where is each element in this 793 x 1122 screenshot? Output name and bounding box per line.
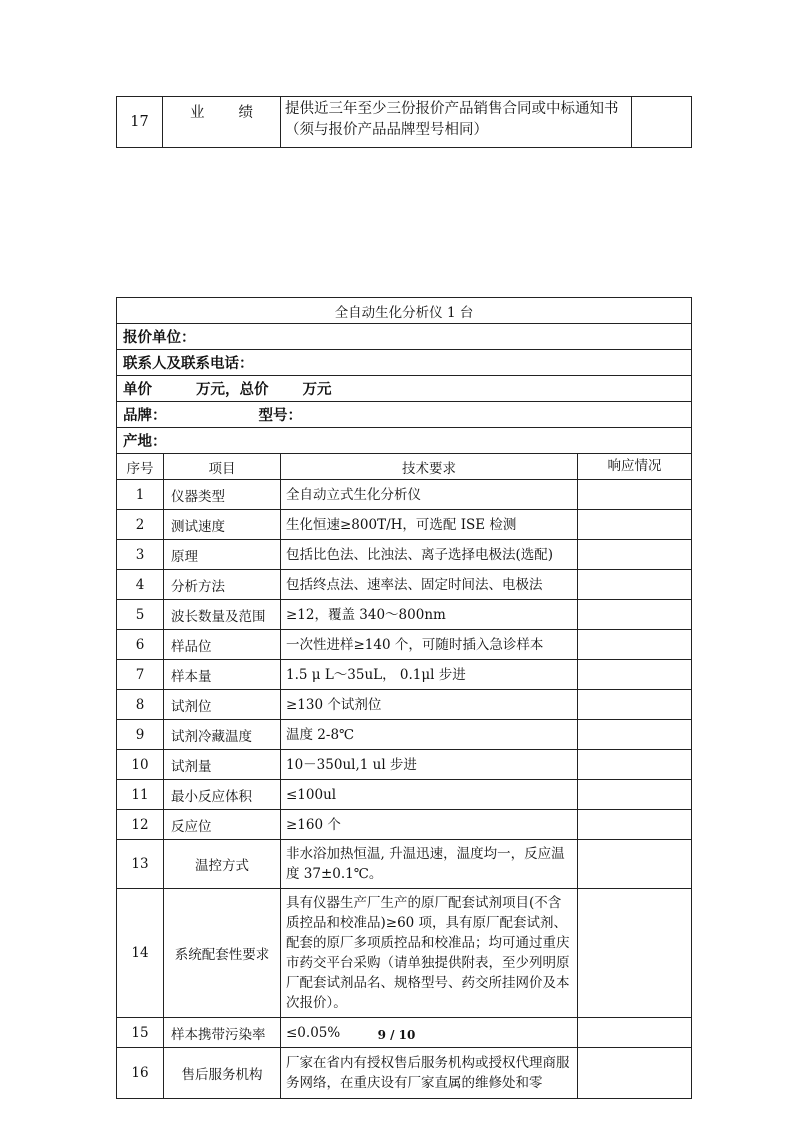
row-response: [578, 750, 692, 780]
table-row: [117, 1048, 692, 1099]
table-row: [117, 840, 692, 889]
row-item: 样本量: [164, 660, 281, 690]
row-item: [163, 97, 281, 148]
header-response: 响应情况: [578, 454, 692, 480]
row-number: 17: [117, 97, 163, 148]
quote-unit-field: 报价单位：: [117, 324, 692, 350]
row-requirement: 包括终点法、速率法、固定时间法、电极法: [281, 570, 578, 600]
row-requirement: 一次性进样≥140 个，可随时插入急诊样本: [281, 630, 578, 660]
row-response: [578, 720, 692, 750]
row-response: [578, 690, 692, 720]
qualification-table: [116, 96, 692, 148]
row-item: 试剂量: [164, 750, 281, 780]
row-number: 16: [117, 1048, 164, 1099]
row-number: 9: [117, 720, 164, 750]
row-response: [578, 1048, 692, 1099]
row-number: 2: [117, 510, 164, 540]
total-price-wan: 万元: [302, 381, 332, 398]
unit-price-label: 单价: [123, 381, 152, 398]
table-row: [117, 480, 692, 510]
row-requirement: 提供近三年至少三份报价产品销售合同或中标通知书（须与报价产品品牌型号相同）: [281, 97, 632, 148]
row-response: [578, 540, 692, 570]
row-requirement: 具有仪器生产厂生产的原厂配套试剂项目(不含质控品和校准品)≥60 项，具有原厂配套试剂、配套的原厂多项质控品和校准品；均可通过重庆市药交平台采购（请单独提供附表，至少列明原厂配套试剂品名、规格型号、药交所挂网价及本次报价）。: [281, 889, 578, 1018]
row-item: 系统配套性要求: [164, 889, 281, 1018]
unit-price-wan: 万元，总价: [196, 381, 269, 398]
row-number: 13: [117, 840, 164, 889]
row-response: [578, 889, 692, 1018]
model-label: 型号：: [258, 407, 302, 424]
table-row: [117, 97, 692, 148]
table-title: 全自动生化分析仪 1 台: [117, 298, 692, 324]
row-response: [578, 630, 692, 660]
table-row: [117, 540, 692, 570]
row-number: 4: [117, 570, 164, 600]
row-requirement: 1.5 μ L～35uL， 0.1μl 步进: [281, 660, 578, 690]
header-no: 序号: [117, 454, 164, 480]
row-number: 14: [117, 889, 164, 1018]
table-row: [117, 570, 692, 600]
row-requirement: 全自动立式生化分析仪: [281, 480, 578, 510]
page-number: 9 / 10: [377, 1028, 416, 1042]
equipment-spec-table: [116, 297, 692, 1099]
table-row: [117, 630, 692, 660]
row-item: 样品位: [164, 630, 281, 660]
row-requirement: 厂家在省内有授权售后服务机构或授权代理商服务网络，在重庆设有厂家直属的维修处和零: [281, 1048, 578, 1099]
row-item: 分析方法: [164, 570, 281, 600]
row-requirement: ≥130 个试剂位: [281, 690, 578, 720]
row-requirement: ≤0.05%: [281, 1018, 578, 1048]
price-field: [117, 376, 692, 402]
row-item: 温控方式: [164, 840, 281, 889]
table-row: [117, 690, 692, 720]
row-item: 试剂位: [164, 690, 281, 720]
row-item: 波长数量及范围: [164, 600, 281, 630]
origin-field: 产地：: [117, 428, 692, 454]
table-row: [117, 660, 692, 690]
row-requirement: 温度 2-8℃: [281, 720, 578, 750]
table-row: [117, 720, 692, 750]
row-item: 仪器类型: [164, 480, 281, 510]
item-part-1: 业: [190, 105, 205, 121]
item-part-2: 绩: [238, 105, 253, 121]
row-number: 11: [117, 780, 164, 810]
row-response: [578, 840, 692, 889]
brand-label: 品牌：: [123, 407, 167, 424]
row-number: 7: [117, 660, 164, 690]
brand-model-field: [117, 402, 692, 428]
header-row: [117, 454, 692, 480]
row-response: [578, 600, 692, 630]
row-requirement: ≥160 个: [281, 810, 578, 840]
row-item: 测试速度: [164, 510, 281, 540]
row-item: 反应位: [164, 810, 281, 840]
row-item: 售后服务机构: [164, 1048, 281, 1099]
row-requirement: ≥12，覆盖 340～800nm: [281, 600, 578, 630]
row-number: 10: [117, 750, 164, 780]
table-row: [117, 600, 692, 630]
row-response: [578, 570, 692, 600]
header-requirement: 技术要求: [281, 454, 578, 480]
row-requirement: 包括比色法、比浊法、离子选择电极法(选配): [281, 540, 578, 570]
row-requirement: 生化恒速≥800T/H，可选配 ISE 检测: [281, 510, 578, 540]
table-row: [117, 750, 692, 780]
row-item: 最小反应体积: [164, 780, 281, 810]
contact-field: 联系人及联系电话：: [117, 350, 692, 376]
row-number: 5: [117, 600, 164, 630]
table-row: [117, 889, 692, 1018]
header-item: 项目: [164, 454, 281, 480]
row-item: 样本携带污染率: [164, 1018, 281, 1048]
table-row: [117, 510, 692, 540]
row-number: 8: [117, 690, 164, 720]
spec-rows: [117, 480, 692, 1099]
row-response: [578, 660, 692, 690]
row-number: 1: [117, 480, 164, 510]
row-item: 原理: [164, 540, 281, 570]
row-number: 3: [117, 540, 164, 570]
row-requirement: 非水浴加热恒温, 升温迅速，温度均一，反应温度 37±0.1℃。: [281, 840, 578, 889]
row-response: [578, 480, 692, 510]
row-number: 15: [117, 1018, 164, 1048]
row-requirement: ≤100ul: [281, 780, 578, 810]
row-response: [578, 810, 692, 840]
table-row: [117, 780, 692, 810]
row-response: [578, 780, 692, 810]
row-requirement: 10－350ul,1 ul 步进: [281, 750, 578, 780]
row-number: 12: [117, 810, 164, 840]
row-item: 试剂冷藏温度: [164, 720, 281, 750]
row-number: 6: [117, 630, 164, 660]
table-row: [117, 810, 692, 840]
row-response: [632, 97, 692, 148]
row-response: [578, 510, 692, 540]
